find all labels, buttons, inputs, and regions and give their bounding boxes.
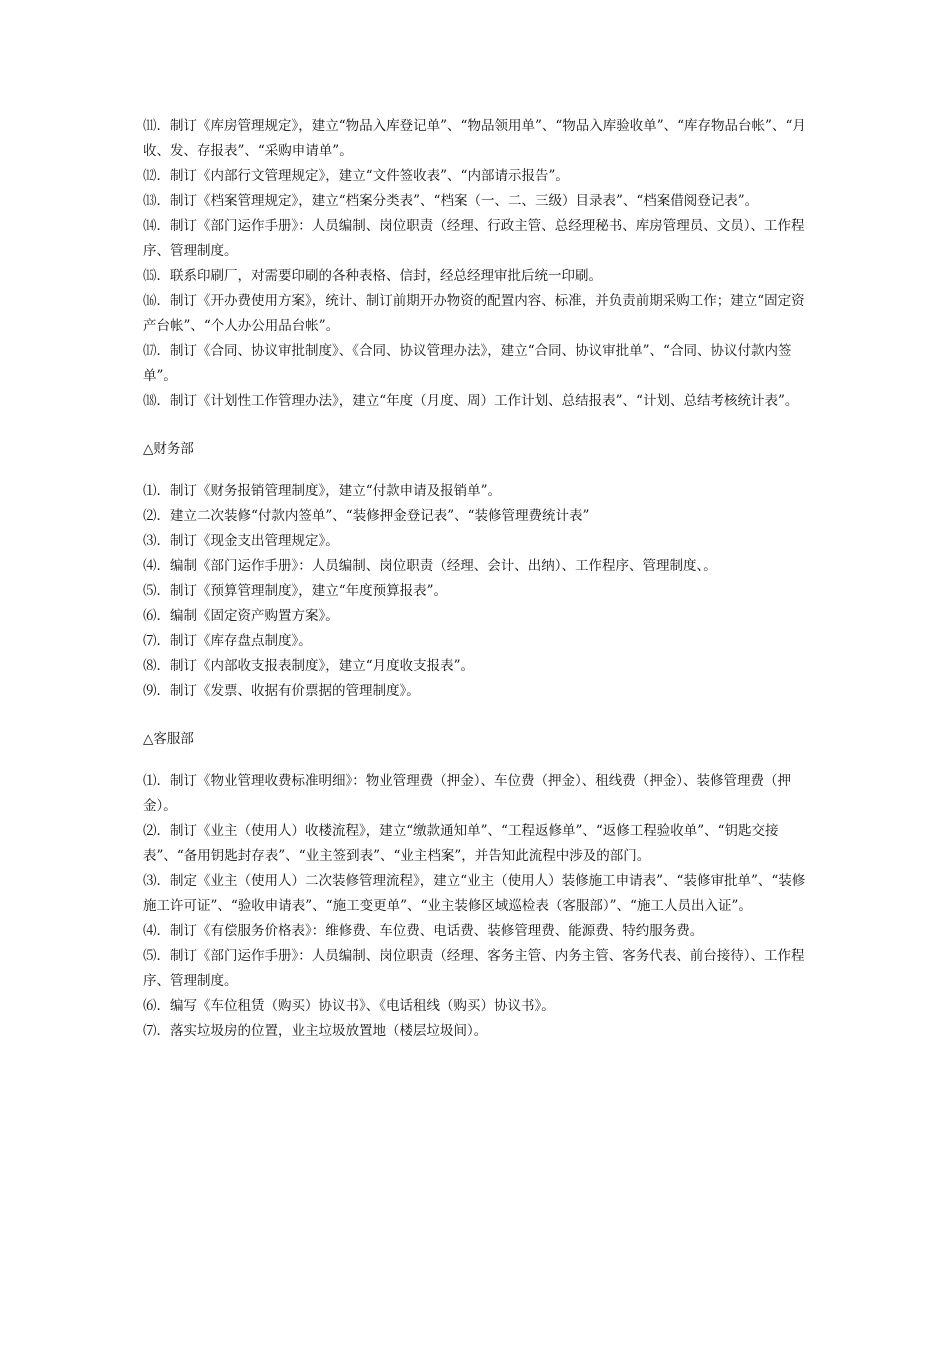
list-item: ⒁．制订《部门运作手册》：人员编制、岗位职责（经理、行政主管、总经理秘书、库房管理员、文员）、工作程序、管理制度。 (143, 218, 805, 259)
list-item: ⒄．制订《合同、协议审批制度》、《合同、协议管理办法》，建立“合同、协议审批单”、“合同、协议付款内签单”。 (143, 343, 792, 384)
list-item: ⑹．编制《固定资产购置方案》。 (143, 608, 339, 624)
list-item: ⒂．联系印刷厂，对需要印刷的各种表格、信封，经总经理审批后统一印刷。 (143, 268, 602, 284)
list-item: ⑿．制订《内部行文管理规定》，建立“文件签收表”、“内部请示报告”。 (143, 168, 569, 184)
list-item: ⒃．制订《开办费使用方案》，统计、制订前期开办物资的配置内容、标准，并负责前期采购工作；建立“固定资产台帐”、“个人办公用品台帐”。 (143, 293, 805, 334)
list-item: ⑺．落实垃圾房的位置，业主垃圾放置地（楼层垃圾间）。 (143, 1023, 488, 1039)
section-finance (143, 479, 808, 704)
list-item: ⑴．制订《财务报销管理制度》，建立“付款申请及报销单”。 (143, 483, 502, 499)
section-customer-service (143, 769, 808, 1044)
list-item: ⑴．制订《物业管理收费标准明细》：物业管理费（押金）、车位费（押金）、租线费（押金）、装修管理费（押金）。 (143, 773, 791, 814)
list-item: ⒅．制订《计划性工作管理办法》，建立“年度（月度、周）工作计划、总结报表”、“计划、总结考核统计表”。 (143, 393, 799, 409)
list-item: ⑻．制订《内部收支报表制度》，建立“月度收支报表”。 (143, 658, 475, 674)
list-item: ⑹．编写《车位租赁（购买）协议书》、《电话租线（购买）协议书》。 (143, 998, 555, 1014)
list-item: ⒀．制订《档案管理规定》，建立“档案分类表”、“档案（一、二、三级）目录表”、“档案借阅登记表”。 (143, 193, 759, 209)
list-item: ⑷．制订《有偿服务价格表》：维修费、车位费、电话费、装修管理费、能源费、特约服务费。 (143, 923, 704, 939)
list-item: ⑶．制订《现金支出管理规定》。 (143, 533, 339, 549)
list-item: ⑼．制订《发票、收据有价票据的管理制度》。 (143, 683, 420, 699)
list-item: ⑺．制订《库存盘点制度》。 (143, 633, 312, 649)
list-item: ⑵．建立二次装修“付款内签单”、“装修押金登记表”、“装修管理费统计表” (143, 508, 590, 524)
list-item: ⑷．编制《部门运作手册》：人员编制、岗位职责（经理、会计、出纳）、工作程序、管理制度、。 (143, 558, 717, 574)
list-item: ⑾．制订《库房管理规定》，建立“物品入库登记单”、“物品领用单”、“物品入库验收单”、“库存物品台帐”、“月收、发、存报表”、“采购申请单”。 (143, 118, 806, 159)
section-admin (143, 114, 808, 414)
section-heading-customer-service: △客服部 (143, 731, 194, 747)
list-item: ⑵．制订《业主（使用人）收楼流程》，建立“缴款通知单”、“工程返修单”、“返修工程验收单”、“钥匙交接表”、“备用钥匙封存表”、“业主签到表”、“业主档案”，并告知此流程中涉及的部门。 (143, 823, 779, 864)
list-item: ⑸．制订《部门运作手册》：人员编制、岗位职责（经理、客务主管、内务主管、客务代表、前台接待）、工作程序、管理制度。 (143, 948, 805, 989)
section-heading-finance: △财务部 (143, 441, 194, 457)
document-page (143, 114, 808, 1044)
list-item: ⑸．制订《预算管理制度》，建立“年度预算报表”。 (143, 583, 448, 599)
list-item: ⑶．制定《业主（使用人）二次装修管理流程》，建立“业主（使用人）装修施工申请表”、“装修审批单”、“装修施工许可证”、“验收申请表”、“施工变更单”、“业主装修区域巡检表（客服部）”、“施工人员出入证”。 (143, 873, 806, 914)
